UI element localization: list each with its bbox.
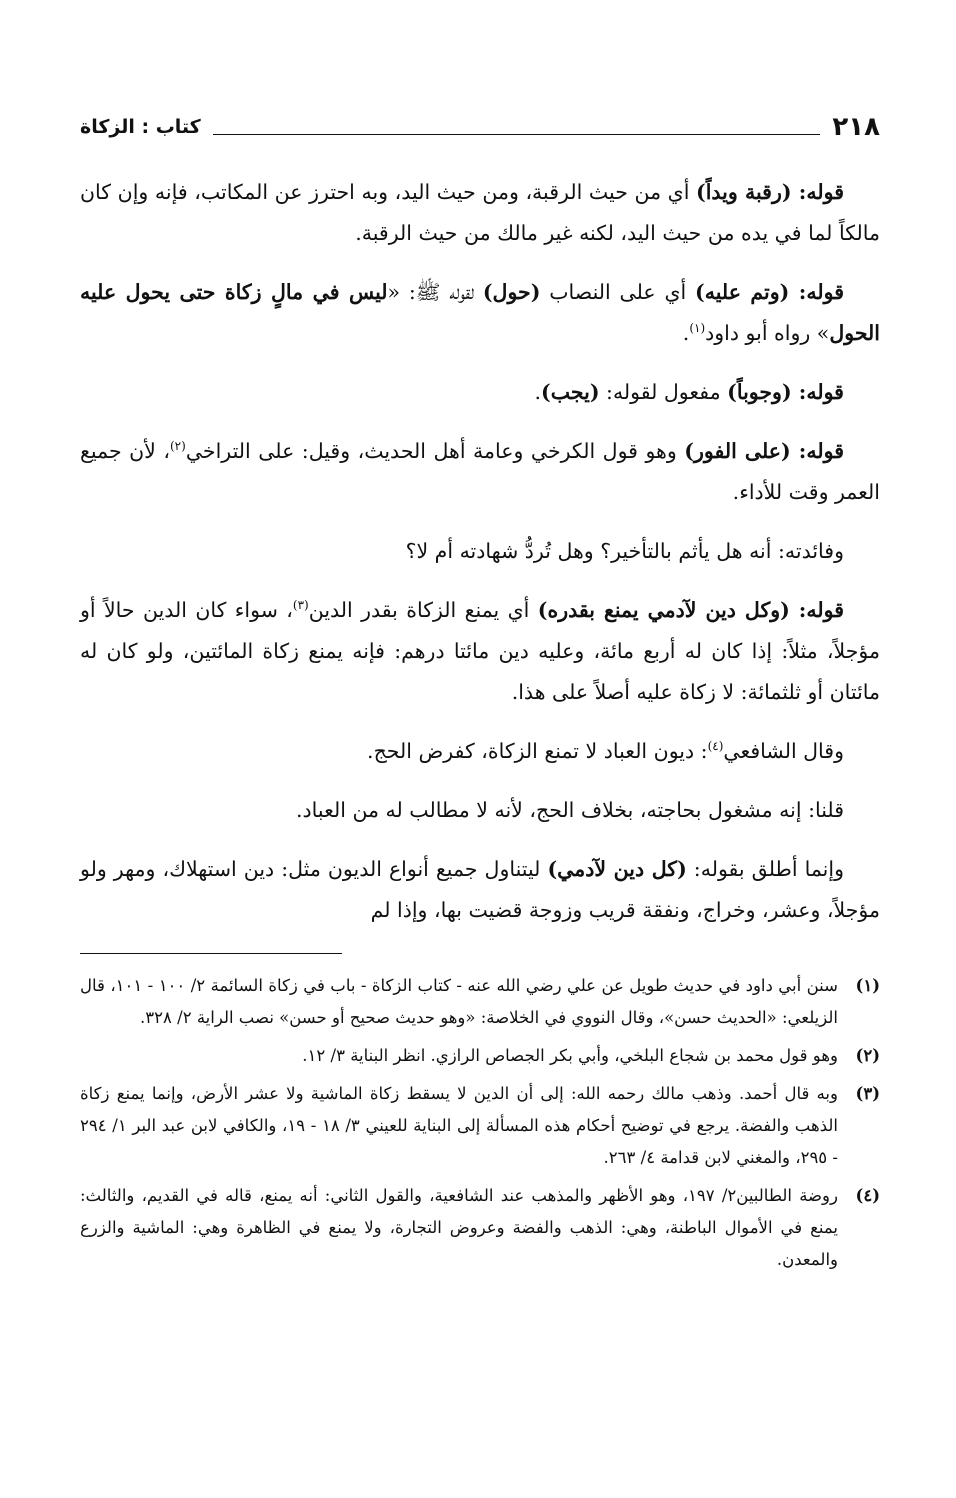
paragraph-text: وهو قول الكرخي وعامة أهل الحديث، وقيل: على التراخي xyxy=(185,439,685,463)
paragraph-text: لقوله ﷺ: « xyxy=(387,280,483,304)
footnote-number: (١) xyxy=(855,976,880,995)
bold-term: (حول) xyxy=(482,280,541,304)
lemma: قوله: (رقبة ويداً) xyxy=(696,180,844,204)
footnotes xyxy=(80,970,880,1282)
paragraph-text: ليتناول جميع أنواع الديون مثل: دين استهلاك، ومهر ولو مؤجلاً، وعشر، وخراج، ونفقة قريب وزوجة قضيت بها، وإذا لم xyxy=(80,857,880,922)
paragraph-text: ، لأن جميع العمر وقت للأداء. xyxy=(80,439,880,504)
paragraph-text: وإنما أطلق بقوله: xyxy=(686,857,844,881)
footnote xyxy=(80,970,880,1034)
lemma: قوله: (على الفور) xyxy=(684,439,844,463)
footnote-number: (٣) xyxy=(855,1084,880,1103)
paragraph xyxy=(80,849,880,931)
paragraph-text: : ديون العباد لا تمنع الزكاة، كفرض الحج. xyxy=(367,739,708,763)
book-title: كتاب : الزكاة xyxy=(80,116,201,138)
book-page xyxy=(80,108,880,1269)
footnote-separator xyxy=(80,953,342,954)
paragraph-text: . xyxy=(534,380,542,404)
footnote-ref: (٢) xyxy=(169,439,186,454)
running-head xyxy=(80,108,880,142)
footnote-text: وهو قول محمد بن شجاع البلخي، وأبي بكر الجصاص الرازي. انظر البناية ٣/ ١٢. xyxy=(302,1046,838,1065)
hadith-text: ليس في مالٍ زكاة حتى يحول عليه الحول xyxy=(80,280,880,345)
paragraph-text: أي يمنع الزكاة بقدر الدين xyxy=(308,598,538,622)
paragraph-text: أي على النصاب xyxy=(540,280,696,304)
footnote-text: وبه قال أحمد. وذهب مالك رحمه الله: إلى أن الدين لا يسقط زكاة الماشية ولا عشر الأرض، وإنما يمنع زكاة الذهب والفضة. يرجع في توضيح أحكام هذه المسألة إلى البناية للعيني ٣/ ١٨ - ١٩، والكافي لابن عبد البر ١/ ٢٩٤ - ٢٩٥، والمغني لابن قدامة ٤/ ٢٦٣. xyxy=(80,1084,838,1167)
paragraph xyxy=(80,731,880,772)
paragraph xyxy=(80,372,880,413)
paragraph xyxy=(80,790,880,831)
footnote-text: روضة الطالبين٢/ ١٩٧، وهو الأظهر والمذهب عند الشافعية، والقول الثاني: أنه يمنع، قاله في القديم، والثالث: يمنع في الأموال الباطنة، وهي: الذهب والفضة وعروض التجارة، ولا يمنع في الظاهرة وهي: الماشية والزرع والمعدن. xyxy=(80,1186,838,1269)
paragraph-text: أي من حيث الرقبة، ومن حيث اليد، وبه احترز عن المكاتب، فإنه وإن كان مالكاً لما في يده من حيث اليد، لكنه غير مالك من حيث الرقبة. xyxy=(80,180,880,245)
paragraph-text: قلنا: إنه مشغول بحاجته، بخلاف الحج، لأنه لا مطالب له من العباد. xyxy=(296,798,844,822)
main-text xyxy=(80,172,880,931)
bold-term: (كل دين لآدمي) xyxy=(547,857,687,881)
footnote xyxy=(80,1040,880,1072)
footnote-ref: (٤) xyxy=(707,739,724,754)
page-number: ٢١٨ xyxy=(832,112,880,142)
lemma: قوله: (وكل دين لآدمي يمنع بقدره) xyxy=(537,598,844,622)
footnote-ref: (١) xyxy=(689,321,706,336)
lemma: قوله: (وجوباً) xyxy=(727,380,844,404)
paragraph xyxy=(80,272,880,354)
paragraph-text: . xyxy=(682,321,690,345)
bold-term: (يجب) xyxy=(541,380,600,404)
paragraph xyxy=(80,590,880,713)
paragraph-text: وقال الشافعي xyxy=(723,739,844,763)
paragraph-text: ، سواء كان الدين حالاً أو مؤجلاً، مثلاً: إذا كان له أربع مائة، وعليه دين مائتا درهم: فإنه يمنع زكاة المائتين، ولو كان له مائتان أو ثلثمائة: لا زكاة عليه أصلاً على هذا. xyxy=(80,598,880,704)
footnote-ref: (٣) xyxy=(292,598,309,613)
footnote-number: (٢) xyxy=(855,1046,880,1065)
header-rule xyxy=(213,134,821,135)
paragraph-text: » رواه أبو داود xyxy=(705,321,830,345)
lemma: قوله: (وتم عليه) xyxy=(695,280,844,304)
paragraph xyxy=(80,431,880,513)
footnote-text: سنن أبي داود في حديث طويل عن علي رضي الله عنه - كتاب الزكاة - باب في زكاة السائمة ٢/ ١٠٠ - ١٠١، قال الزيلعي: «الحديث حسن»، وقال النووي في الخلاصة: «وهو حديث صحيح أو حسن» نصب الراية ٢/ ٣٢٨. xyxy=(80,976,838,1027)
footnote xyxy=(80,1180,880,1276)
footnote-number: (٤) xyxy=(855,1186,880,1205)
footnote xyxy=(80,1078,880,1174)
paragraph-text: مفعول لقوله: xyxy=(599,380,728,404)
paragraph xyxy=(80,172,880,254)
paragraph-text: وفائدته: أنه هل يأثم بالتأخير؟ وهل تُردُّ شهادته أم لا؟ xyxy=(405,539,844,563)
paragraph xyxy=(80,531,880,572)
